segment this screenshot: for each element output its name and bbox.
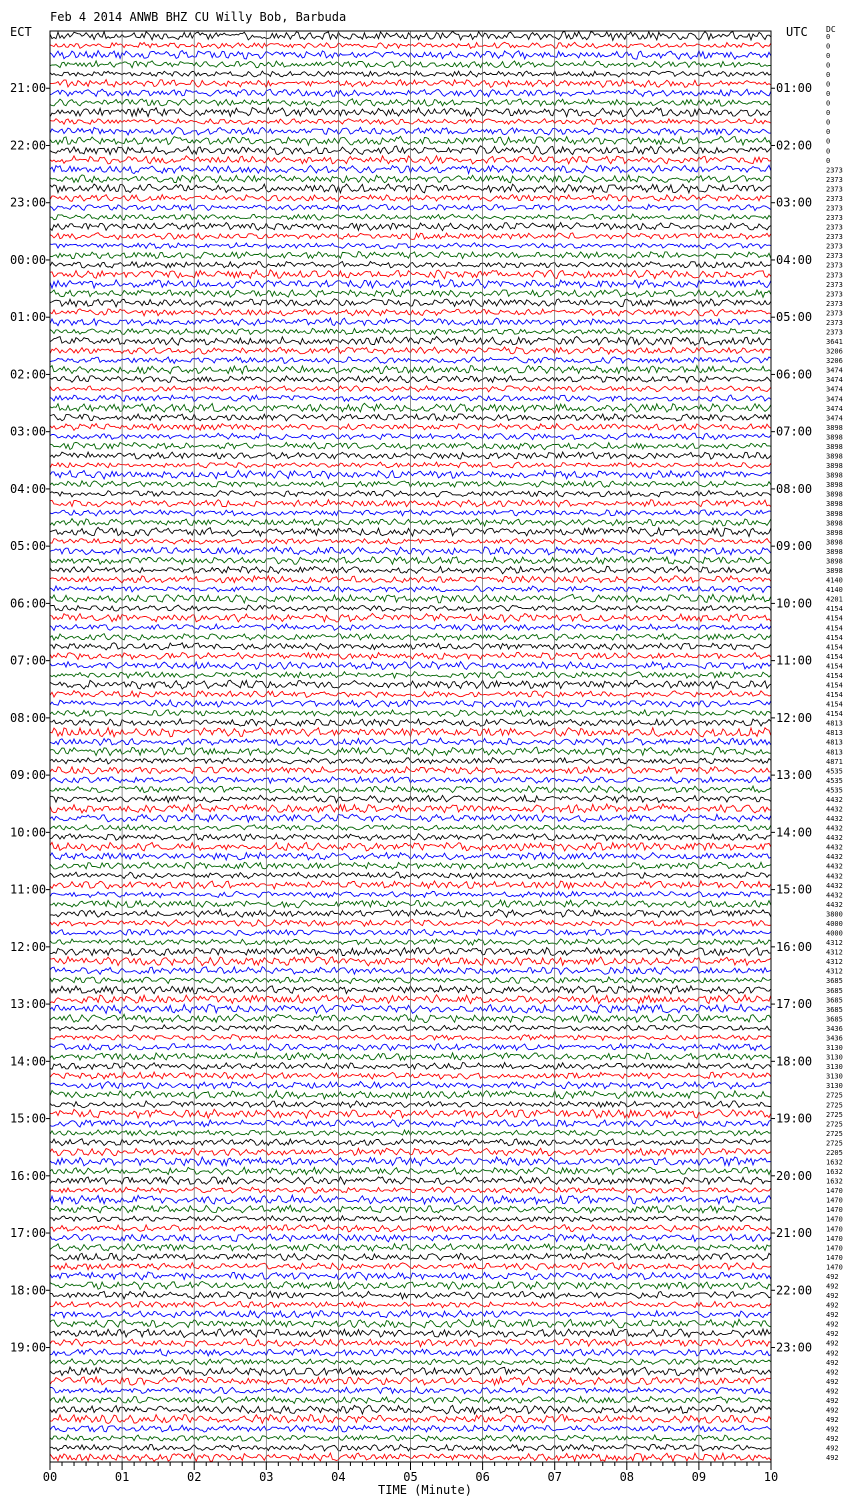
utc-hour-label: 11:00 xyxy=(776,653,813,668)
dc-offset-label: 0 xyxy=(826,147,831,156)
dc-offset-label: 1470 xyxy=(826,1187,843,1196)
dc-offset-label: 2373 xyxy=(826,271,843,280)
dc-offset-label: 2373 xyxy=(826,309,843,318)
utc-hour-label: 20:00 xyxy=(776,1168,813,1183)
x-tick-label: 09 xyxy=(691,1470,707,1484)
dc-offset-label: 4432 xyxy=(826,796,843,804)
dc-offset-label: 2725 xyxy=(826,1139,843,1148)
dc-offset-label: 3206 xyxy=(826,347,843,356)
dc-offset-label: 4312 xyxy=(826,948,843,957)
ect-hour-label: 11:00 xyxy=(10,882,47,897)
dc-offset-label: 1470 xyxy=(826,1206,843,1215)
ect-hour-label: 23:00 xyxy=(10,195,47,210)
dc-offset-label: 492 xyxy=(826,1387,839,1396)
ect-hour-label: 01:00 xyxy=(10,310,47,325)
dc-offset-label: 0 xyxy=(826,118,831,127)
dc-offset-label: 2373 xyxy=(826,290,843,299)
dc-offset-label: 3898 xyxy=(826,509,843,518)
dc-offset-label: 492 xyxy=(826,1301,839,1310)
dc-offset-label: 1470 xyxy=(826,1234,843,1243)
x-tick-label: 02 xyxy=(186,1470,202,1484)
ect-hour-label: 13:00 xyxy=(10,997,47,1012)
dc-offset-label: 4154 xyxy=(826,614,843,623)
dc-offset-label: 2373 xyxy=(826,280,843,289)
dc-offset-label: 0 xyxy=(826,42,831,51)
dc-offset-label: 4535 xyxy=(826,767,843,776)
ect-hour-label: 08:00 xyxy=(10,710,47,725)
x-tick-label: 06 xyxy=(475,1470,490,1484)
utc-hour-label: 22:00 xyxy=(776,1283,813,1298)
dc-offset-label: 3130 xyxy=(826,1072,843,1081)
dc-offset-label: 3130 xyxy=(826,1053,843,1062)
dc-offset-label: 4154 xyxy=(826,624,843,633)
ect-hour-label: 02:00 xyxy=(10,367,47,382)
dc-offset-label: 0 xyxy=(826,70,831,79)
dc-offset-label: 492 xyxy=(826,1292,839,1300)
utc-hour-label: 19:00 xyxy=(776,1111,813,1126)
dc-offset-label: 492 xyxy=(826,1425,839,1434)
dc-offset-label: 1470 xyxy=(826,1225,843,1234)
dc-offset-label: 4154 xyxy=(826,605,843,614)
ect-hour-label: 19:00 xyxy=(10,1340,47,1355)
dc-offset-label: 2373 xyxy=(826,261,843,270)
dc-offset-label: 3436 xyxy=(826,1034,843,1043)
dc-offset-label: 3898 xyxy=(826,452,843,461)
dc-offset-label: 3685 xyxy=(826,1005,843,1014)
dc-offset-label: 492 xyxy=(826,1397,839,1405)
utc-hour-label: 13:00 xyxy=(776,768,813,783)
utc-hour-label: 04:00 xyxy=(776,253,813,267)
dc-offset-label: 3898 xyxy=(826,433,843,442)
utc-hour-label: 17:00 xyxy=(776,997,813,1012)
dc-offset-label: 3130 xyxy=(826,1063,843,1072)
dc-offset-label: 1470 xyxy=(826,1196,843,1205)
ect-hour-label: 15:00 xyxy=(10,1111,47,1126)
utc-hour-label: 12:00 xyxy=(776,710,813,725)
dc-offset-label: 4432 xyxy=(826,891,843,900)
dc-offset-label: 492 xyxy=(826,1320,839,1329)
dc-offset-label: 2205 xyxy=(826,1148,843,1157)
ect-hour-label: 04:00 xyxy=(10,481,47,496)
dc-offset-label: 2373 xyxy=(826,175,843,184)
dc-offset-label: 0 xyxy=(826,80,831,89)
dc-offset-label: 3898 xyxy=(826,443,843,451)
left-timezone-label: ECT xyxy=(10,25,32,39)
dc-offset-label: 2373 xyxy=(826,223,843,232)
dc-offset-label: 4432 xyxy=(826,815,843,823)
dc-offset-label: 492 xyxy=(826,1311,839,1320)
dc-offset-label: 2373 xyxy=(826,185,843,194)
dc-offset-label: 4432 xyxy=(826,805,843,814)
dc-offset-header: DC xyxy=(826,25,836,34)
dc-offset-label: 1632 xyxy=(826,1177,843,1186)
dc-offset-label: 4140 xyxy=(826,576,843,585)
dc-offset-label: 4000 xyxy=(826,920,843,928)
dc-offset-label: 2373 xyxy=(826,299,843,308)
x-tick-label: 10 xyxy=(763,1470,779,1484)
dc-offset-label: 4154 xyxy=(826,671,843,680)
dc-offset-label: 4432 xyxy=(826,900,843,909)
x-tick-label: 00 xyxy=(42,1470,58,1484)
dc-offset-label: 2373 xyxy=(826,233,843,242)
utc-hour-label: 14:00 xyxy=(776,825,813,840)
dc-offset-label: 492 xyxy=(826,1406,839,1415)
dc-offset-label: 3474 xyxy=(826,414,843,423)
axis-group xyxy=(10,31,812,1484)
dc-offset-label: 3898 xyxy=(826,528,843,537)
ect-hour-label: 14:00 xyxy=(10,1054,47,1069)
minute-grid xyxy=(122,31,699,1462)
dc-offset-label: 2373 xyxy=(826,194,843,203)
dc-offset-label: 4154 xyxy=(826,662,843,671)
dc-offset-label: 4154 xyxy=(826,643,843,652)
dc-offset-label: 3898 xyxy=(826,462,843,471)
dc-offset-label: 0 xyxy=(826,156,831,165)
dc-offset-label: 3898 xyxy=(826,481,843,490)
dc-offset-label: 0 xyxy=(826,137,831,146)
dc-offset-label: 3898 xyxy=(826,423,843,432)
dc-offset-label: 0 xyxy=(826,32,831,41)
dc-offset-label: 2373 xyxy=(826,319,843,327)
dc-offset-label: 1632 xyxy=(826,1158,843,1167)
dc-offset-label: 492 xyxy=(826,1330,839,1339)
utc-hour-label: 08:00 xyxy=(776,481,813,496)
dc-offset-label: 2725 xyxy=(826,1101,843,1110)
dc-offset-label: 492 xyxy=(826,1368,839,1377)
utc-hour-label: 02:00 xyxy=(776,138,813,153)
dc-offset-label: 2725 xyxy=(826,1110,843,1119)
dc-offset-label: 4154 xyxy=(826,700,843,709)
dc-offset-label: 492 xyxy=(826,1282,839,1291)
ect-hour-label: 07:00 xyxy=(10,653,47,668)
utc-hour-label: 23:00 xyxy=(776,1340,813,1355)
dc-offset-label: 4154 xyxy=(826,691,843,699)
dc-offset-label: 492 xyxy=(826,1416,839,1425)
dc-offset-label: 3130 xyxy=(826,1082,843,1091)
dc-offset-label: 492 xyxy=(826,1454,839,1463)
dc-offset-label: 2373 xyxy=(826,242,843,251)
utc-hour-label: 21:00 xyxy=(776,1226,813,1240)
ect-hour-label: 21:00 xyxy=(10,81,47,96)
dc-offset-label: 2373 xyxy=(826,252,843,261)
dc-offset-label: 3898 xyxy=(826,538,843,547)
dc-offset-label: 0 xyxy=(826,109,831,118)
ect-hour-label: 16:00 xyxy=(10,1168,47,1183)
dc-offset-label: 0 xyxy=(826,90,831,98)
utc-hour-label: 07:00 xyxy=(776,424,813,439)
dc-offset-label: 492 xyxy=(826,1339,839,1348)
dc-offset-label: 4312 xyxy=(826,939,843,948)
utc-hour-label: 05:00 xyxy=(776,310,813,325)
utc-hour-label: 18:00 xyxy=(776,1054,813,1069)
chart-title: Feb 4 2014 ANWB BHZ CU Willy Bob, Barbuda xyxy=(50,10,347,24)
dc-offset-label: 492 xyxy=(826,1377,839,1386)
dc-offset-label: 4201 xyxy=(826,595,843,604)
dc-offset-label: 3474 xyxy=(826,366,843,375)
dc-offset-label: 492 xyxy=(826,1349,839,1358)
ect-hour-label: 12:00 xyxy=(10,939,47,954)
dc-offset-label: 492 xyxy=(826,1358,839,1367)
dc-offset-label: 4154 xyxy=(826,681,843,690)
dc-offset-label: 3800 xyxy=(826,910,843,919)
dc-offset-label: 3474 xyxy=(826,404,843,413)
utc-hour-label: 16:00 xyxy=(776,939,813,954)
dc-offset-label: 3898 xyxy=(826,471,843,480)
dc-offset-label: 3206 xyxy=(826,357,843,366)
utc-hour-label: 01:00 xyxy=(776,81,813,96)
dc-offset-label: 2373 xyxy=(826,204,843,213)
dc-offset-label: 3898 xyxy=(826,500,843,509)
dc-offset-label: 3130 xyxy=(826,1044,843,1052)
dc-offset-label: 4871 xyxy=(826,757,843,766)
dc-offset-label: 3685 xyxy=(826,986,843,995)
dc-offset-label: 3474 xyxy=(826,395,843,404)
dc-offset-label: 2725 xyxy=(826,1120,843,1129)
ect-hour-label: 17:00 xyxy=(10,1226,47,1240)
x-tick-label: 07 xyxy=(547,1470,562,1484)
dc-offset-label: 0 xyxy=(826,128,831,137)
ect-hour-label: 18:00 xyxy=(10,1283,47,1298)
dc-offset-label: 3436 xyxy=(826,1024,843,1033)
dc-offset-label: 0 xyxy=(826,61,831,70)
dc-offset-label: 4000 xyxy=(826,929,843,938)
dc-offset-label: 1470 xyxy=(826,1215,843,1224)
dc-offset-label: 4154 xyxy=(826,633,843,642)
utc-hour-label: 06:00 xyxy=(776,367,813,382)
dc-offset-label: 3898 xyxy=(826,557,843,566)
dc-offset-label: 2373 xyxy=(826,166,843,175)
utc-hour-label: 10:00 xyxy=(776,596,813,611)
dc-offset-label: 492 xyxy=(826,1435,839,1444)
x-tick-label: 01 xyxy=(114,1470,130,1484)
dc-offset-label: 3474 xyxy=(826,376,843,385)
x-tick-label: 05 xyxy=(403,1470,418,1484)
utc-hour-label: 09:00 xyxy=(776,539,813,554)
dc-offset-label: 4432 xyxy=(826,881,843,890)
dc-offset-label: 3685 xyxy=(826,977,843,986)
ect-hour-label: 22:00 xyxy=(10,138,47,153)
ect-hour-label: 00:00 xyxy=(10,253,47,267)
dc-offset-label: 1632 xyxy=(826,1168,843,1176)
x-tick-label: 08 xyxy=(619,1470,635,1484)
right-timezone-label: UTC xyxy=(786,25,808,39)
dc-offset-label: 0 xyxy=(826,51,831,60)
x-tick-label: 03 xyxy=(259,1470,274,1484)
dc-offset-label: 1470 xyxy=(826,1253,843,1262)
dc-offset-label: 4432 xyxy=(826,853,843,862)
ect-hour-label: 03:00 xyxy=(10,424,47,439)
utc-hour-label: 03:00 xyxy=(776,195,813,210)
dc-offset-label: 3685 xyxy=(826,1015,843,1024)
dc-offset-label: 3685 xyxy=(826,996,843,1005)
ect-hour-label: 05:00 xyxy=(10,539,47,554)
dc-offset-label: 492 xyxy=(826,1444,839,1453)
dc-offset-label: 3898 xyxy=(826,490,843,499)
dc-offset-label: 3898 xyxy=(826,547,843,556)
dc-offset-label: 4432 xyxy=(826,824,843,833)
dc-offset-label: 1470 xyxy=(826,1244,843,1253)
dc-offset-label: 2725 xyxy=(826,1129,843,1138)
ect-hour-label: 09:00 xyxy=(10,768,47,783)
dc-offset-label: 4154 xyxy=(826,710,843,719)
x-tick-label: 04 xyxy=(331,1470,346,1484)
trace-group xyxy=(50,31,843,1462)
dc-offset-label: 3474 xyxy=(826,385,843,394)
dc-offset-label: 4813 xyxy=(826,729,843,738)
dc-offset-label: 4535 xyxy=(826,776,843,785)
dc-offset-label: 1470 xyxy=(826,1263,843,1272)
dc-offset-label: 4140 xyxy=(826,586,843,595)
dc-offset-label: 3641 xyxy=(826,338,843,346)
dc-offset-label: 4813 xyxy=(826,719,843,728)
x-axis-label: TIME (Minute) xyxy=(378,1483,472,1497)
dc-offset-label: 4154 xyxy=(826,652,843,661)
dc-offset-label: 2725 xyxy=(826,1091,843,1100)
dc-offset-label: 4312 xyxy=(826,958,843,967)
dc-offset-label: 4432 xyxy=(826,872,843,881)
dc-offset-label: 3898 xyxy=(826,567,843,575)
utc-hour-label: 15:00 xyxy=(776,882,813,897)
ect-hour-label: 06:00 xyxy=(10,596,47,611)
dc-offset-label: 2373 xyxy=(826,328,843,337)
dc-offset-label: 3898 xyxy=(826,519,843,528)
dc-offset-label: 0 xyxy=(826,99,831,108)
ect-hour-label: 10:00 xyxy=(10,825,47,840)
dc-offset-label: 2373 xyxy=(826,214,843,222)
dc-offset-label: 4813 xyxy=(826,738,843,747)
dc-offset-label: 4813 xyxy=(826,748,843,757)
dc-offset-label: 4432 xyxy=(826,862,843,871)
dc-offset-label: 4535 xyxy=(826,786,843,795)
dc-offset-label: 4432 xyxy=(826,834,843,843)
dc-offset-label: 4432 xyxy=(826,843,843,852)
dc-offset-label: 492 xyxy=(826,1273,839,1281)
dc-offset-label: 4312 xyxy=(826,967,843,976)
